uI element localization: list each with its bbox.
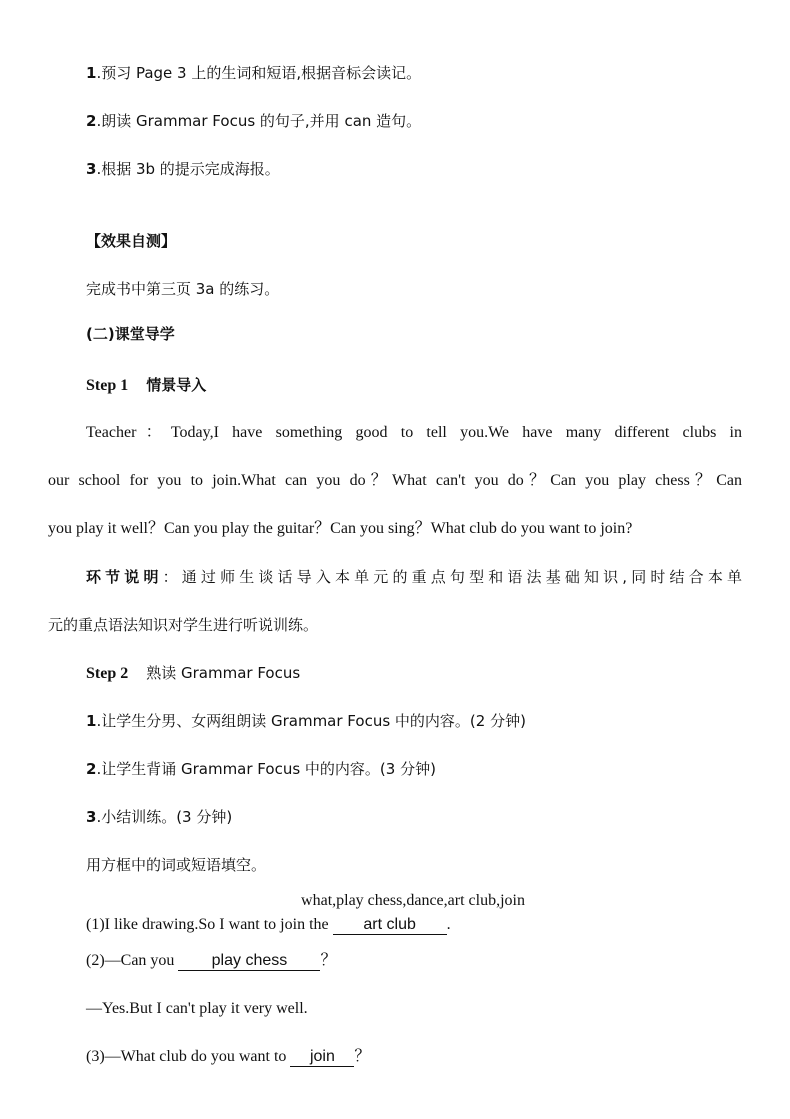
fill-instruction: 用方框中的词或短语填空。 <box>86 856 267 874</box>
preview-item-2 <box>86 111 421 131</box>
step2-item-2 <box>86 759 436 779</box>
step-title: 熟读 Grammar Focus <box>146 664 301 682</box>
step-label: Step 2 <box>86 665 129 682</box>
self-test-text: 完成书中第三页 3a 的练习。 <box>86 280 280 298</box>
preview-item-text: .朗读 Grammar Focus 的句子,并用 can 造句。 <box>96 112 422 130</box>
exercise-suffix: ？ <box>354 1048 371 1065</box>
note-label: 环节说明 <box>86 568 163 586</box>
teacher-line-1: Teacher：Today,I have something good to tell you.We have many different clubs in <box>86 424 742 441</box>
preview-item-3 <box>86 159 280 179</box>
answer-blank: art club <box>333 916 447 935</box>
preview-item-1 <box>86 63 421 83</box>
exercise-2 <box>86 951 336 971</box>
exercise-prompt: (1)I like drawing.So I want to join the <box>86 916 333 933</box>
step2-item-number: 3 <box>86 808 97 826</box>
step2-item-number: 2 <box>86 760 97 778</box>
step2-item-number: 1 <box>86 712 97 730</box>
exercise-prompt: (2)—Can you <box>86 952 179 969</box>
teacher-line-3: you play it well？Can you play the guitar？Can you sing？What club do you want to join? <box>48 520 633 537</box>
note-text: ：通过师生谈话导入本单元的重点句型和语法基础知识,同时结合本单 <box>162 568 742 586</box>
preview-item-text: .根据 3b 的提示完成海报。 <box>96 160 280 178</box>
step2-item-text: .让学生分男、女两组朗读 Grammar Focus 中的内容。(2 分钟) <box>96 712 526 730</box>
note-line-2: 元的重点语法知识对学生进行听说训练。 <box>48 616 319 634</box>
self-test-heading: 【效果自测】 <box>86 232 177 250</box>
preview-item-text: .预习 Page 3 上的生词和短语,根据音标会读记。 <box>96 64 422 82</box>
teacher-line-2: our school for you to join.What can you do？What can't you do？Can you play chess？Can <box>48 472 743 489</box>
exercise-3 <box>86 1047 370 1067</box>
step1-heading <box>86 375 206 396</box>
exercise-1 <box>86 915 451 935</box>
step2-heading <box>86 663 300 684</box>
step2-item-3 <box>86 807 232 827</box>
preview-item-number: 3 <box>86 160 97 178</box>
exercise-suffix: . <box>446 916 451 933</box>
preview-item-number: 2 <box>86 112 97 130</box>
step2-item-1 <box>86 711 526 731</box>
step2-item-text: .让学生背诵 Grammar Focus 中的内容。(3 分钟) <box>96 760 436 778</box>
exercise-2-reply: —Yes.But I can't play it very well. <box>86 1000 308 1017</box>
preview-item-number: 1 <box>86 64 97 82</box>
exercise-prompt: (3)—What club do you want to <box>86 1048 291 1065</box>
classroom-heading: (二)课堂导学 <box>86 325 175 343</box>
note-line-1 <box>86 567 742 587</box>
step-label: Step 1 <box>86 377 129 394</box>
answer-blank: join <box>290 1048 354 1067</box>
answer-blank: play chess <box>178 952 320 971</box>
word-box: what,play chess,dance,art club,join <box>301 892 525 909</box>
step-title: 情景导入 <box>146 376 207 394</box>
step2-item-text: .小结训练。(3 分钟) <box>96 808 233 826</box>
exercise-suffix: ？ <box>320 952 337 969</box>
